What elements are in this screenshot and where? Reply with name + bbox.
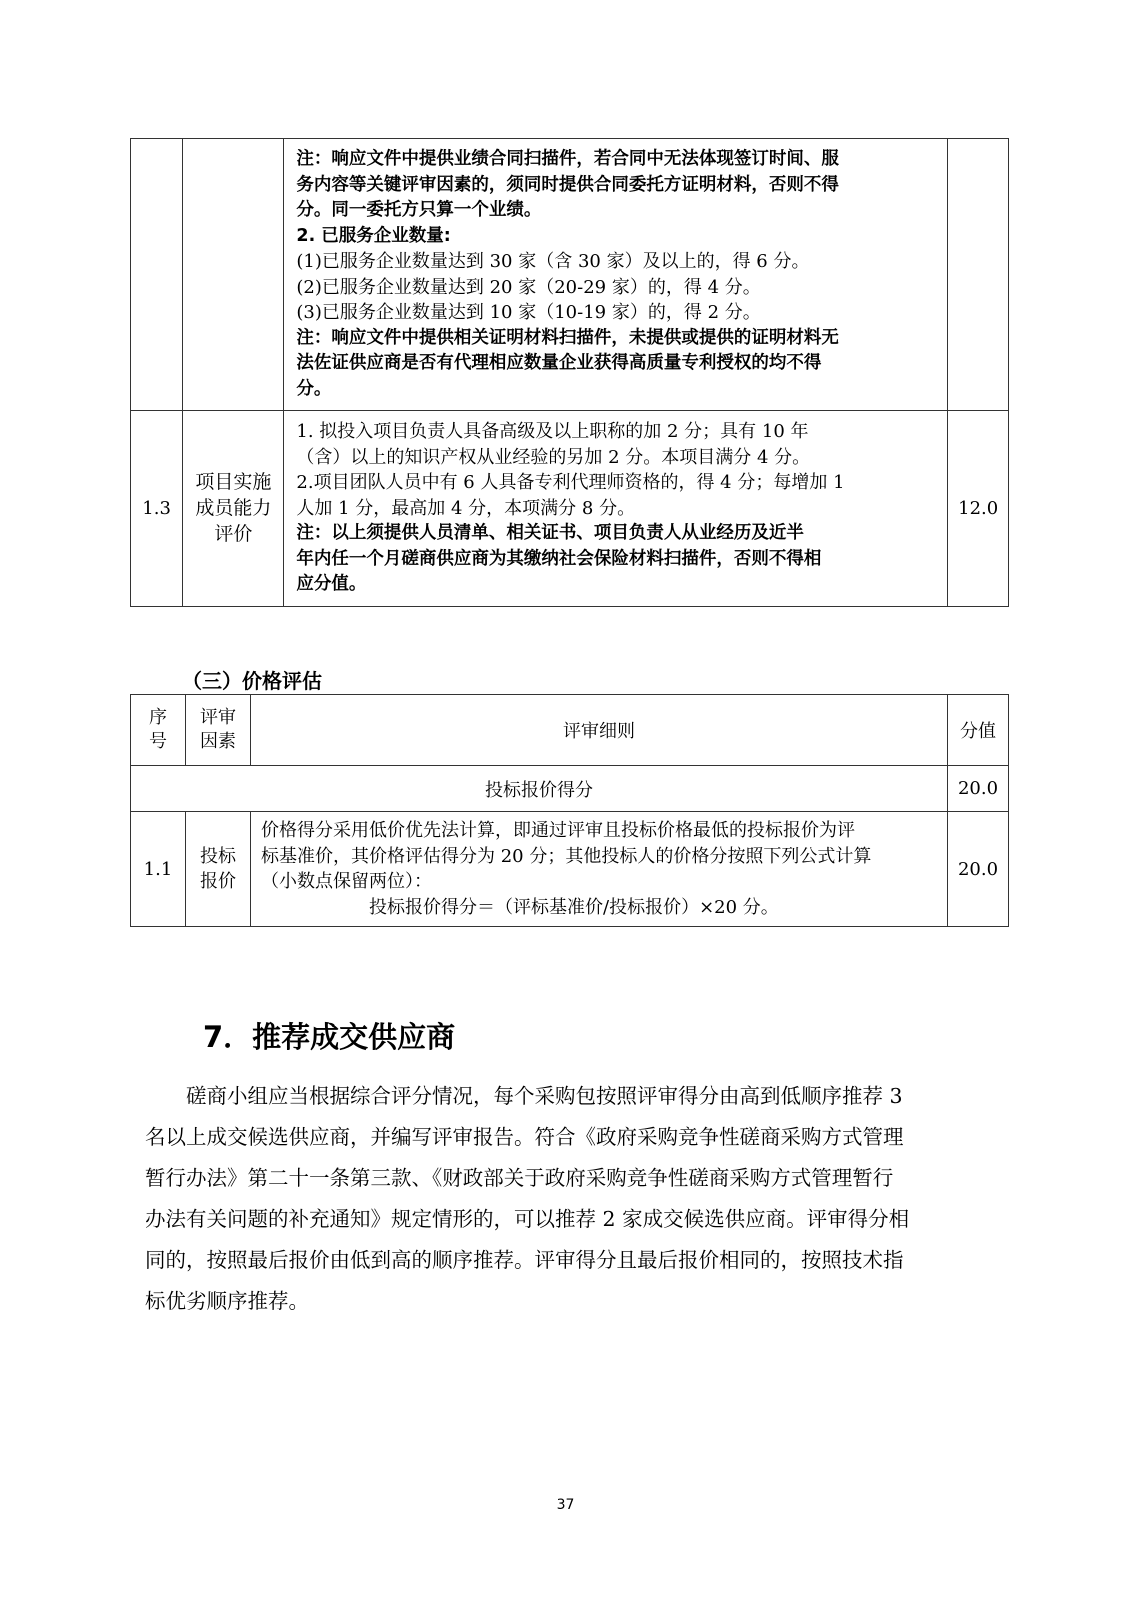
price-formula: 投标报价得分＝（评标基准价/投标报价）×20 分。 [369,896,779,918]
factor-line: 评价 [214,523,253,546]
criteria-cell [284,139,948,411]
criteria-line: 注：响应文件中提供业绩合同扫描件，若合同中无法体现签订时间、服 [296,149,839,169]
scoring-table-price [130,694,1009,927]
factor-line: 成员能力 [195,497,272,520]
score-cell: 12.0 [948,411,1009,607]
criteria-line: 注：以上须提供人员清单、相关证书、项目负责人从业经历及近半 [296,523,804,543]
header-no: 序 号 [131,695,186,766]
criteria-line: （含）以上的知识产权从业经验的另加 2 分。本项目满分 4 分。 [296,446,811,468]
section-heading-7: 7．推荐成交供应商 [203,1020,456,1054]
criteria-line: 1. 拟投入项目负责人具备高级及以上职称的加 2 分；具有 10 年 [296,421,809,442]
summary-row [131,766,1009,812]
page-number: 37 [556,1497,575,1513]
criteria-cell [284,411,948,607]
body-paragraph: 磋商小组应当根据综合评分情况，每个采购包按照评审得分由高到低顺序推荐 3 名以上成交候选供应商，并编写评审报告。符合《政府采购竞争性磋商采购方式管理 暂行办法》第二十一条第三款、《财政部关于政府采购竞争性磋商采购方式管理暂行 办法有关问题的补充通知》规定情形的，可以推荐 2 家成交候选供应商。评审得分相 同的，按照最后报价由低到高的顺序推荐。评审得分且最后报价相同的，按照技术指 标优劣顺序推荐。 [145,1084,910,1313]
criteria-lines [296,147,935,402]
section-heading-price: （三）价格评估 [182,669,322,693]
row-number-cell: 1.1 [131,812,186,927]
factor-cell [183,411,284,607]
score-cell: 20.0 [948,812,1009,927]
table-row [131,139,1009,411]
criteria-line: 2. 已服务企业数量: [296,225,451,246]
row-number-cell: 1.3 [131,411,183,607]
criteria-line: 分。同一委托方只算一个业绩。 [296,200,542,220]
row-number-cell [131,139,183,411]
criteria-line: 应分值。 [296,574,367,594]
table-row [131,812,1009,927]
score-cell [948,139,1009,411]
criteria-line: 分。 [296,378,332,399]
summary-label: 投标报价得分 [131,766,948,812]
criteria-line: (1)已服务企业数量达到 30 家（含 30 家）及以上的，得 6 分。 [296,251,810,272]
header-score: 分值 [948,695,1009,766]
criteria-line: 务内容等关键评审因素的，须同时提供合同委托方证明材料，否则不得 [296,174,839,195]
criteria-line: (3)已服务企业数量达到 10 家（10-19 家）的，得 2 分。 [296,302,761,323]
criteria-line: 2.项目团队人员中有 6 人具备专利代理师资格的，得 4 分；每增加 1 [296,472,845,493]
factor-cell: 投标 报价 [186,812,251,927]
table-row [131,411,1009,607]
criteria-line: 法佐证供应商是否有代理相应数量企业获得高质量专利授权的均不得 [296,353,822,373]
scoring-table-technical [130,138,1009,607]
header-detail: 评审细则 [251,695,948,766]
table-header-row [131,695,1009,766]
header-factor: 评审 因素 [186,695,251,766]
criteria-line: (2)已服务企业数量达到 20 家（20-29 家）的，得 4 分。 [296,276,761,298]
factor-cell [183,139,284,411]
criteria-line: 年内任一个月磋商供应商为其缴纳社会保险材料扫描件，否则不得相 [296,548,822,569]
criteria-lines [296,419,935,598]
factor-line: 项目实施 [195,471,272,494]
criteria-line: 人加 1 分，最高加 4 分，本项满分 8 分。 [296,497,636,519]
summary-score: 20.0 [948,766,1009,812]
criteria-line: 注：响应文件中提供相关证明材料扫描件，未提供或提供的证明材料无 [296,327,839,348]
criteria-cell: 价格得分采用低价优先法计算，即通过评审且投标价格最低的投标报价为评 标基准价，其价格评估得分为 20 分；其他投标人的价格分按照下列公式计算 （小数点保留两位）： 投标报价得分＝（评标基准价/投标报价）×20 分。 [251,812,948,927]
